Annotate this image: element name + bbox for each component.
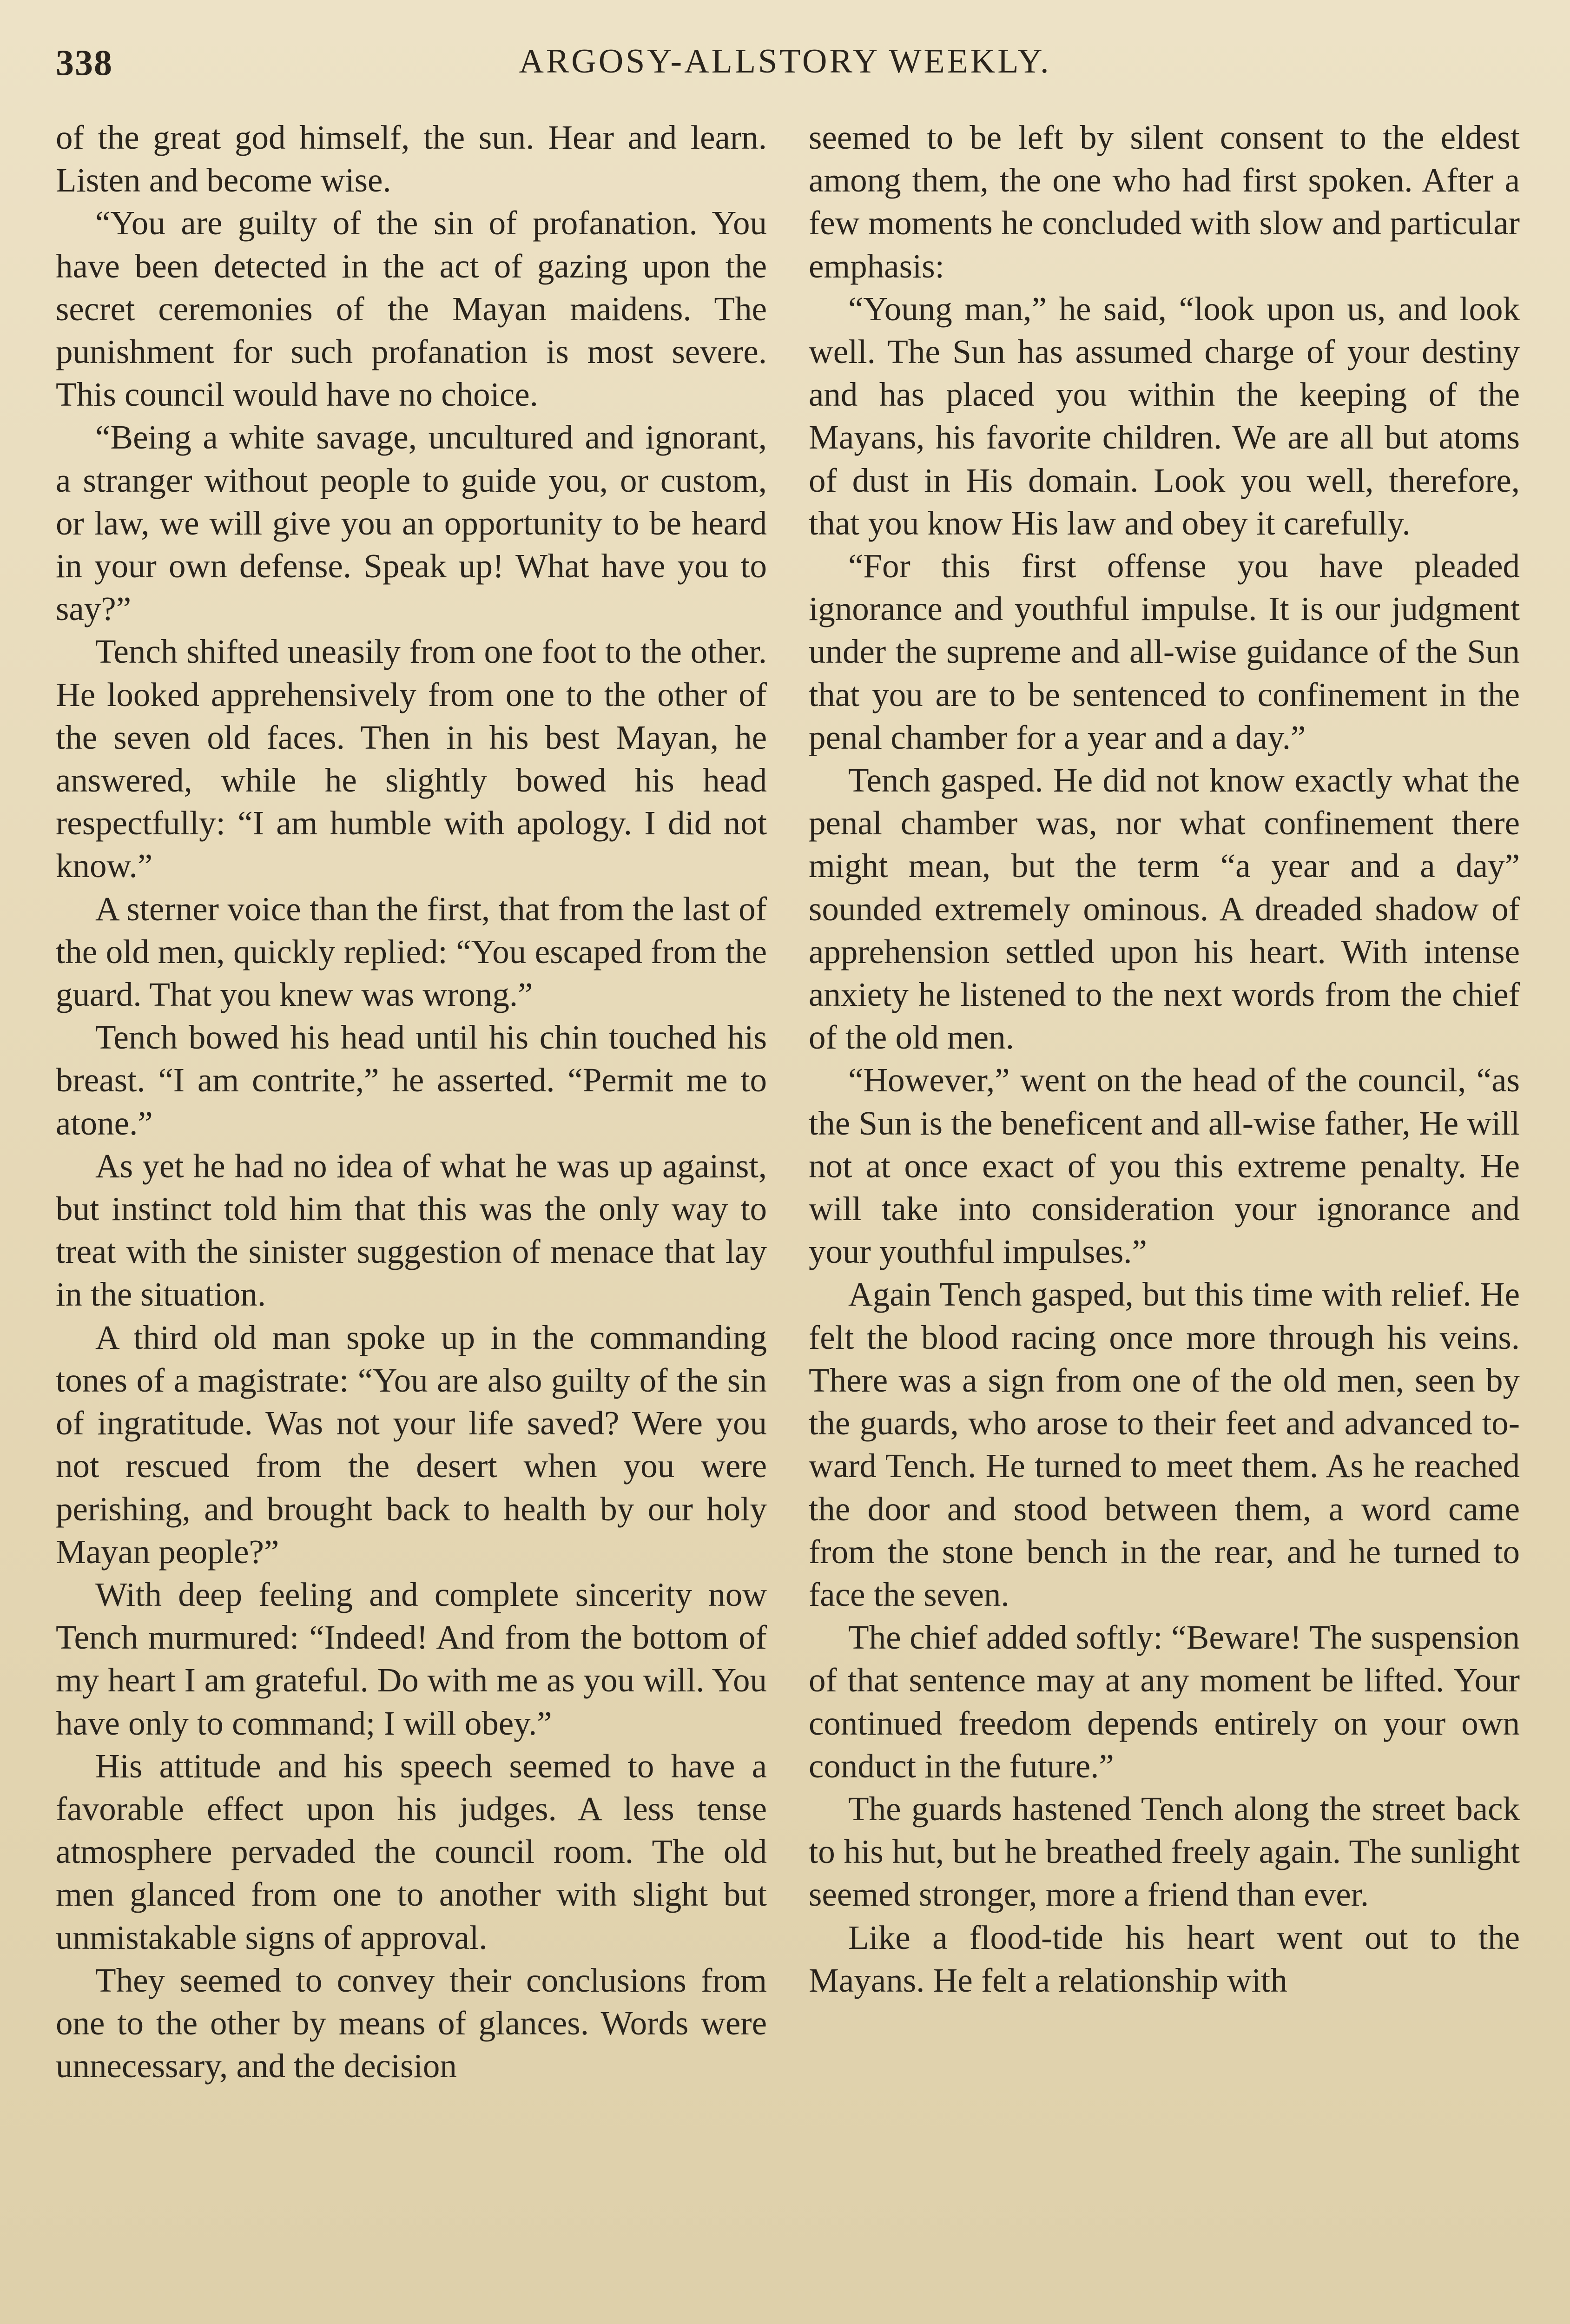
paragraph: “You are guilty of the sin of profanation. You have been detected in the act of gazing upon the secret ceremonies of the Mayan maidens. The punishment for such profanation is most severe. This council would have no choice. <box>56 204 767 414</box>
paragraph: His attitude and his speech seemed to have a favorable effect upon his judges. A less tense atmosphere pervaded the council room. The old men glanced from one to another with slight but unmistakable signs of approval. <box>56 1747 767 1956</box>
paragraph: The chief added softly: “Beware! The suspension of that sentence may at any moment be lifted. Your continued freedom depends entirely on your own conduct in the future.” <box>809 1618 1520 1785</box>
text-columns <box>56 116 1520 2324</box>
paragraph: Again Tench gasped, but this time with relief. He felt the blood racing once more through his veins. There was a sign from one of the old men, seen by the guards, who arose to their feet and advanced toward Tench. He turned to meet them. As he reached the door and stood between them, a word came from the stone bench in the rear, and he turned to face the seven. <box>809 1275 1520 1613</box>
paragraph: Tench bowed his head until his chin touched his breast. “I am contrite,” he asserted. “Permit me to atone.” <box>56 1018 767 1142</box>
paragraph: Like a flood-tide his heart went out to the Mayans. He felt a relationship with <box>809 1918 1520 1999</box>
paragraph: “Being a white savage, uncultured and ignorant, a stranger without people to guide you, or custom, or law, we will give you an opportunity to be heard in your own defense. Speak up! What have you to say?” <box>56 418 767 628</box>
paragraph: They seemed to convey their conclusions from one to the other by means of glances. Words were unnecessary, and the decision <box>56 1961 767 2085</box>
paragraph: “For this first offense you have pleaded ignorance and youthful impulse. It is our judgment under the supreme and all-wise guidance of the Sun that you are to be sentenced to confinement in the penal chamber for a year and a day.” <box>809 547 1520 756</box>
paragraph: Tench gasped. He did not know exactly what the penal chamber was, nor what confinement there might mean, but the term “a year and a day” sounded extremely ominous. A dreaded shadow of apprehension settled upon his heart. With intense anxiety he listened to the next words from the chief of the old men. <box>809 761 1520 1056</box>
page-number: 338 <box>56 42 113 83</box>
paragraph: As yet he had no idea of what he was up against, but instinct told him that this was the only way to treat with the sinister suggestion of menace that lay in the situation. <box>56 1147 767 1314</box>
running-title: ARGOSY-ALLSTORY WEEKLY. <box>519 42 1051 80</box>
left-column <box>56 116 767 2324</box>
paragraph: With deep feeling and complete sincerity now Tench murmured: “Indeed! And from the bottom of my heart I am grateful. Do with me as you will. You have only to command; I will obey.” <box>56 1575 767 1742</box>
paragraph: A sterner voice than the first, that from the last of the old men, quickly replied: “You escaped from the guard. That you knew was wrong.” <box>56 890 767 1014</box>
paragraph: A third old man spoke up in the commanding tones of a magistrate: “You are also guilty of the sin of ingratitude. Was not your life saved? Were you not rescued from the desert when you were perishing, and brought back to health by our holy Mayan people?” <box>56 1318 767 1571</box>
paragraph: “Young man,” he said, “look upon us, and look well. The Sun has assumed charge of your destiny and has placed you within the keeping of the Mayans, his favorite children. We are all but atoms of dust in His domain. Look you well, therefore, that you know His law and obey it carefully. <box>809 290 1520 542</box>
right-column <box>809 116 1520 2324</box>
paragraph: seemed to be left by silent consent to the eldest among them, the one who had first spoken. After a few moments he concluded with slow and particular emphasis: <box>809 119 1520 285</box>
paragraph: of the great god himself, the sun. Hear and learn. Listen and become wise. <box>56 119 767 199</box>
paragraph: “However,” went on the head of the council, “as the Sun is the beneficent and all-wise father, He will not at once exact of you this extreme penalty. He will take into consideration your ignorance and your youthful impulses.” <box>809 1061 1520 1271</box>
paragraph: The guards hastened Tench along the street back to his hut, but he breathed freely again. The sunlight seemed stronger, more a friend than ever. <box>809 1789 1520 1914</box>
paragraph: Tench shifted uneasily from one foot to the other. He looked apprehensively from one to the other of the seven old faces. Then in his best Mayan, he answered, while he slightly bowed his head respectfully: “I am humble with apology. I did not know.” <box>56 633 767 885</box>
page-header <box>56 42 1514 93</box>
